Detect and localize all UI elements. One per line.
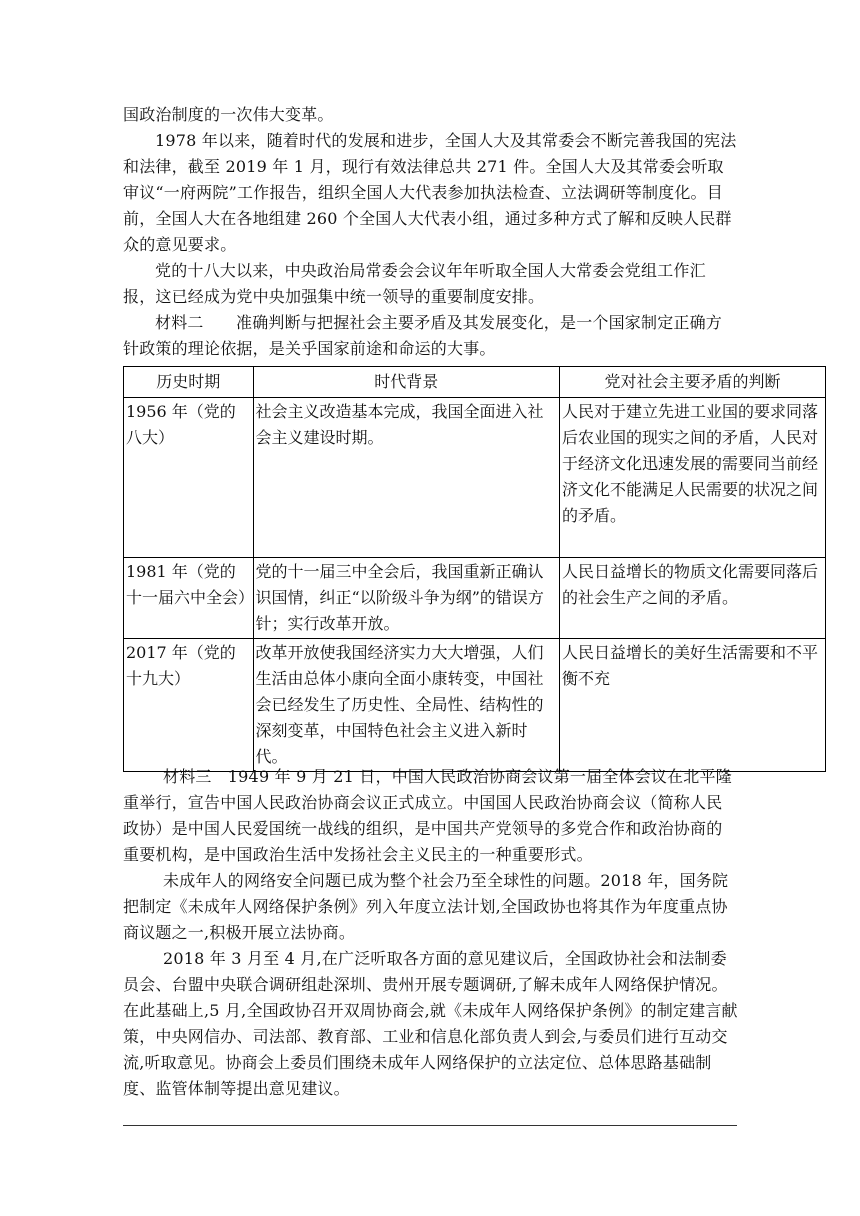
header-period: 历史时期 xyxy=(124,367,254,398)
paragraph-minor-network: 未成年人的网络安全问题已成为整个社会乃至全球性的问题。2018 年，国务院把制定《未成年人网络保护条例》列入年度立法计划,全国政协也将其作为年度重点协商议题之一,积极开展立法协商。 xyxy=(123,871,729,942)
paragraph-party-congress: 党的十八大以来，中央政治局常委会会议年年听取全国人大常委会党组工作汇报，这已经成为党中央加强集中统一领导的重要制度安排。 xyxy=(123,261,706,306)
history-contradiction-table xyxy=(123,366,826,772)
paragraph-consultation: 2018 年 3 月至 4 月,在广泛听取各方面的意见建议后，全国政协社会和法制委员会、台盟中央联合调研组赴深圳、贵州开展专题调研,了解未成年人网络保护情况。在此基础上,5 月,全国政协召开双周协商会,就《未成年人网络保护条例》的制定建言献策，中央网信办、司法部、教育部、工业和信息化部负责人到会,与委员们进行互动交流,听取意见。协商会上委员们围绕未成年人网络保护的立法定位、总体思路基础制度、监管体制等提出意见建议。 xyxy=(123,949,738,1098)
paragraph-npc-laws: 1978 年以来，随着时代的发展和进步，全国人大及其常委会不断完善我国的宪法和法律，截至 2019 年 1 月，现行有效法律总共 271 件。全国人大及其常委会听取审议“一府两院”工作报告，组织全国人大代表参加执法检查、立法调研等制度化。目前，全国人大在各地组建 260 个全国人大代表小组，通过多种方式了解和反映人民群众的意见要求。 xyxy=(123,131,737,254)
footer-divider xyxy=(123,1125,737,1126)
paragraph-intro-end: 国政治制度的一次伟大变革。 xyxy=(123,105,334,124)
table-row xyxy=(124,558,826,639)
table-row xyxy=(124,639,826,772)
table-row xyxy=(124,398,826,558)
cell-background: 社会主义改造基本完成，我国全面进入社会主义建设时期。 xyxy=(253,398,559,558)
paragraph-material-two: 材料二 准确判断与把握社会主要矛盾及其发展变化，是一个国家制定正确方针政策的理论依据，是关乎国家前途和命运的大事。 xyxy=(123,313,723,358)
header-judgment: 党对社会主要矛盾的判断 xyxy=(559,367,825,398)
cell-background: 党的十一届三中全会后，我国重新正确认识国情，纠正“以阶级斗争为纲”的错误方针；实行改革开放。 xyxy=(253,558,559,639)
cell-background: 改革开放使我国经济实力大大增强，人们生活由总体小康向全面小康转变，中国社会已经发生了历史性、全局性、结构性的深刻变革，中国特色社会主义进入新时代。 xyxy=(253,639,559,772)
cell-judgment: 人民对于建立先进工业国的要求同落后农业国的现实之间的矛盾，人民对于经济文化迅速发展的需要同当前经济文化不能满足人民需要的状况之间的矛盾。 xyxy=(559,398,825,558)
cell-judgment: 人民日益增长的美好生活需要和不平衡不充 xyxy=(559,639,825,772)
cell-period: 1981 年（党的十一届六中全会） xyxy=(124,558,254,639)
table-header-row xyxy=(124,367,826,398)
paragraph-material-three: 材料三 1949 年 9 月 21 日，中国人民政治协商会议第一届全体会议在北平隆重举行，宣告中国人民政治协商会议正式成立。中国国人民政治协商会议（简称人民政协）是中国人民爱国统一战线的组织，是中国共产党领导的多党合作和政治协商的重要机构，是中国政治生活中发扬社会主义民主的一种重要形式。 xyxy=(123,767,732,864)
cell-period: 1956 年（党的八大） xyxy=(124,398,254,558)
cell-judgment: 人民日益增长的物质文化需要同落后的社会生产之间的矛盾。 xyxy=(559,558,825,639)
header-background: 时代背景 xyxy=(253,367,559,398)
cell-period: 2017 年（党的十九大） xyxy=(124,639,254,772)
